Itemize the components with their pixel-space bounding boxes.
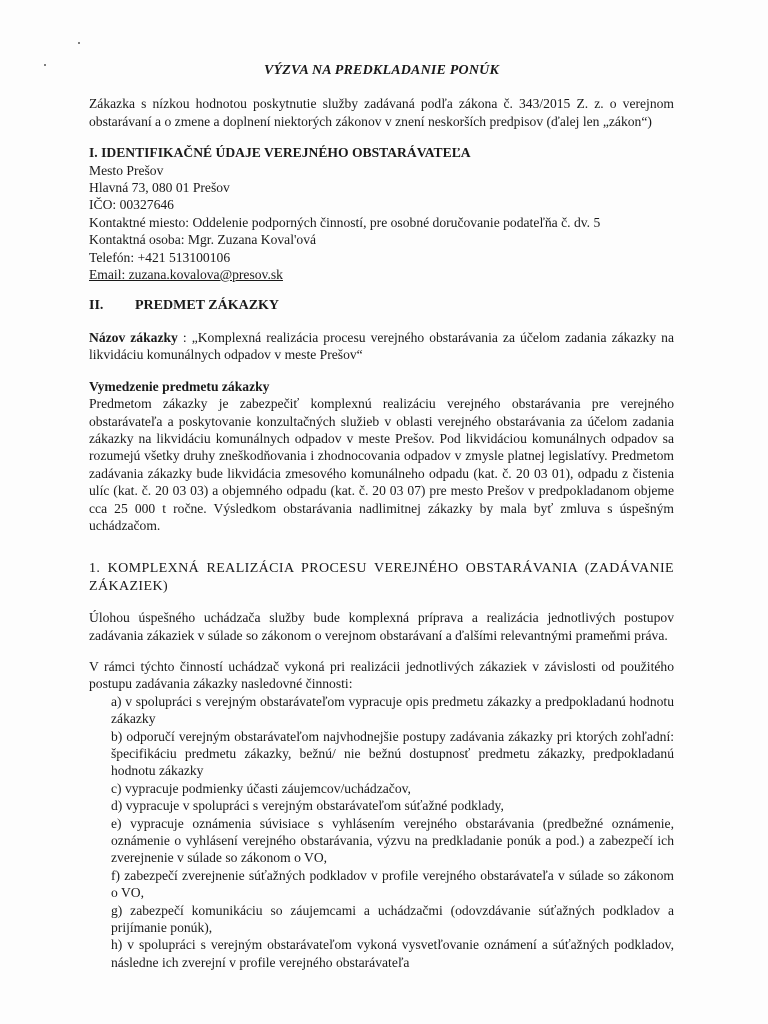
contact-point: Kontaktné miesto: Oddelenie podporných činností, pre osobné doručovanie podateľňa č. dv. 5 xyxy=(89,214,601,230)
contact-phone: Telefón: +421 513100106 xyxy=(89,249,231,265)
scope-heading: Vymedzenie predmetu zákazky xyxy=(89,378,270,394)
contact-person: Kontaktná osoba: Mgr. Zuzana Koval'ová xyxy=(89,232,317,248)
activities-list xyxy=(89,693,674,972)
scan-speck xyxy=(78,42,80,44)
list-item: c) vypracuje podmienky účasti záujemcov/uchádzačov, xyxy=(111,780,411,796)
section-2-heading xyxy=(89,297,674,314)
document-title: VÝZVA NA PREDKLADANIE PONÚK xyxy=(263,63,499,78)
list-item: e) vypracuje oznámenia súvisiace s vyhlásením verejného obstarávania (predbežné oznámenie, oznámenie o vyhlásení verejného obstarávania, výzvu na predkladanie ponúk a pod.) a zabezpečí ich zverejnenie v súlade so zákonom o VO, xyxy=(111,815,674,866)
part-1-paragraph-2: V rámci týchto činností uchádzač vykoná pri realizácii jednotlivých zákaziek v závislosti od použitého postupu zadávania zákazky nasledovné činnosti: xyxy=(89,658,674,692)
contracting-authority-address: Hlavná 73, 080 01 Prešov xyxy=(89,180,230,196)
contract-name xyxy=(89,329,674,364)
part-1-paragraph-1: Úlohou úspešného uchádzača služby bude komplexná príprava a realizácia jednotlivých postupov zadávania zákaziek v súlade so zákonom o verejnom obstarávaní a ďalšími relevantnými prameňmi práva. xyxy=(89,610,674,643)
list-item: b) odporučí verejným obstarávateľom najvhodnejšie postupy zadávania zákazky pri ktorých zohľadní: špecifikáciu predmetu zákazky, bežnú/ nie bežnú dostupnosť predmetu zákazky, predpokladanú hodnotu zákazky xyxy=(111,728,674,779)
contract-name-label: Názov zákazky xyxy=(89,329,178,345)
contracting-authority-name: Mesto Prešov xyxy=(89,162,164,178)
list-item: f) zabezpečí zverejnenie súťažných podkladov v profile verejného obstarávateľa v súlade so zákonom o VO, xyxy=(111,867,674,901)
list-item: g) zabezpečí komunikáciu so záujemcami a uchádzačmi (odovzdávanie súťažných podkladov a prijímanie ponúk), xyxy=(111,902,674,936)
section-1-heading: I. IDENTIFIKAČNÉ ÚDAJE VEREJNÉHO OBSTARÁVATEĽA xyxy=(89,145,471,161)
scope-paragraph: Predmetom zákazky je zabezpečiť komplexnú realizáciu verejného obstarávania pre verejného obstarávateľa a poskytovanie konzultačných služieb v oblasti verejného obstarávania za účelom zadania zákazky na likvidáciu komunálnych odpadov v meste Prešov. Pod likvidáciou komunálnych odpadov sa rozumejú všetky druhy zneškodňovania i zhodnocovania odpadov v zmysle platnej legislatívy. Predmetom zadávania zákazky bude likvidácia zmesového komunálneho odpadu (kat. č. 20 03 01), odpadu z čistenia ulíc (kat. č. 20 03 03) a objemného odpadu (kat. č. 20 03 07) pre mesto Prešov v predpokladanom objeme cca 25 000 t ročne. Výsledkom obstarávania nadlimitnej zákazky by mala byť zmluva s úspešným uchádzačom. xyxy=(89,396,674,533)
part-1-heading: 1. KOMPLEXNÁ REALIZÁCIA PROCESU VEREJNÉHO OBSTARÁVANIA (ZADÁVANIE ZÁKAZIEK) xyxy=(89,561,674,594)
section-2-title: PREDMET ZÁKAZKY xyxy=(135,298,280,314)
section-2-number: II. xyxy=(89,298,104,314)
list-item: d) vypracuje v spolupráci s verejným obstarávateľom súťažné podklady, xyxy=(111,798,504,814)
contracting-authority-ico: IČO: 00327646 xyxy=(89,197,174,213)
document-body xyxy=(89,62,674,971)
list-item: a) v spolupráci s verejným obstarávateľom vypracuje opis predmetu zákazky a predpokladanú hodnotu zákazky xyxy=(111,693,674,727)
scan-speck xyxy=(44,64,46,66)
contact-email-link[interactable]: Email: zuzana.kovalova@presov.sk xyxy=(89,267,283,283)
list-item: h) v spolupráci s verejným obstarávateľom vykoná vysvetľovanie oznámení a súťažných podkladov, následne ich zverejní v profile verejného obstarávateľa xyxy=(111,937,674,970)
contract-name-text: : „Komplexná realizácia procesu verejného obstarávania za účelom zadania zákazky na likvidáciu komunálnych odpadov v meste Prešov“ xyxy=(89,329,675,363)
intro-paragraph: Zákazka s nízkou hodnotou poskytnutie služby zadávaná podľa zákona č. 343/2015 Z. z. o verejnom obstarávaní a o zmene a doplnení niektorých zákonov v znení neskorších predpisov (ďalej len „zákon“) xyxy=(89,96,674,129)
